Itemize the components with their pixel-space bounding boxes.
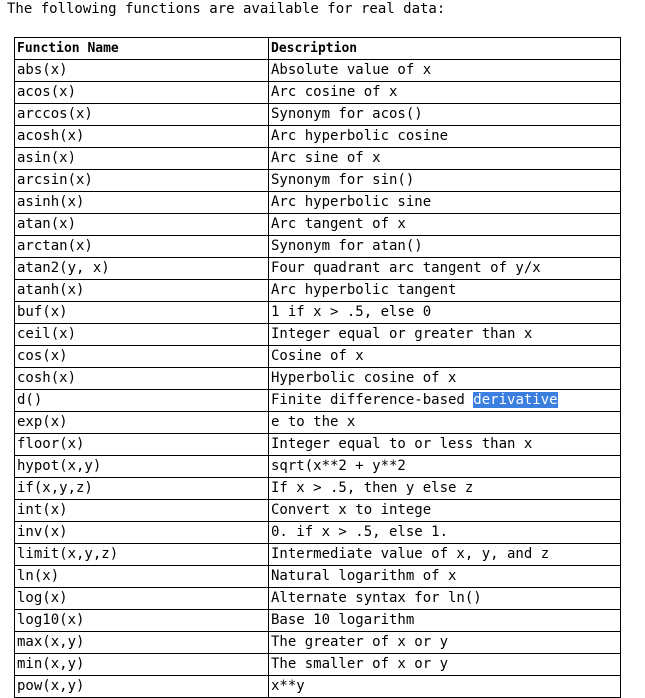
table-row	[15, 170, 621, 192]
description-cell: sqrt(x**2 + y**2	[269, 456, 621, 478]
description-cell: Arc cosine of x	[269, 82, 621, 104]
table-row	[15, 324, 621, 346]
function-name-cell: acos(x)	[15, 82, 269, 104]
table-row	[15, 588, 621, 610]
column-header-description: Description	[269, 38, 621, 60]
function-name-cell: arccos(x)	[15, 104, 269, 126]
description-cell: The greater of x or y	[269, 632, 621, 654]
function-name-cell: exp(x)	[15, 412, 269, 434]
table-row	[15, 456, 621, 478]
function-name-cell: cos(x)	[15, 346, 269, 368]
description-cell: Arc hyperbolic cosine	[269, 126, 621, 148]
description-cell: Four quadrant arc tangent of y/x	[269, 258, 621, 280]
table-row	[15, 500, 621, 522]
description-cell: Base 10 logarithm	[269, 610, 621, 632]
table-row	[15, 522, 621, 544]
description-cell: If x > .5, then y else z	[269, 478, 621, 500]
description-cell: Arc hyperbolic sine	[269, 192, 621, 214]
intro-text: The following functions are available for real data:	[7, 1, 446, 17]
table-row	[15, 280, 621, 302]
function-name-cell: pow(x,y)	[15, 676, 269, 698]
description-cell: Integer equal to or less than x	[269, 434, 621, 456]
table-row	[15, 478, 621, 500]
table-row	[15, 368, 621, 390]
description-cell: Natural logarithm of x	[269, 566, 621, 588]
table-row	[15, 610, 621, 632]
table-row	[15, 632, 621, 654]
selected-text-highlight[interactable]: derivative	[473, 392, 558, 408]
table-row	[15, 412, 621, 434]
table-row	[15, 346, 621, 368]
description-cell: Arc sine of x	[269, 148, 621, 170]
function-name-cell: min(x,y)	[15, 654, 269, 676]
function-name-cell: arctan(x)	[15, 236, 269, 258]
function-name-cell: hypot(x,y)	[15, 456, 269, 478]
function-name-cell: cosh(x)	[15, 368, 269, 390]
table-row	[15, 148, 621, 170]
description-cell: Integer equal or greater than x	[269, 324, 621, 346]
description-cell: The smaller of x or y	[269, 654, 621, 676]
table-row	[15, 60, 621, 82]
function-name-cell: atan2(y, x)	[15, 258, 269, 280]
table-row	[15, 104, 621, 126]
description-cell: Cosine of x	[269, 346, 621, 368]
description-cell: Synonym for sin()	[269, 170, 621, 192]
functions-table	[14, 37, 621, 698]
table-header-row	[15, 38, 621, 60]
description-cell: Synonym for atan()	[269, 236, 621, 258]
function-name-cell: arcsin(x)	[15, 170, 269, 192]
function-name-cell: int(x)	[15, 500, 269, 522]
function-name-cell: ln(x)	[15, 566, 269, 588]
function-name-cell: atanh(x)	[15, 280, 269, 302]
table-row	[15, 236, 621, 258]
function-name-cell: inv(x)	[15, 522, 269, 544]
function-name-cell: asinh(x)	[15, 192, 269, 214]
table-row	[15, 302, 621, 324]
table-row	[15, 192, 621, 214]
description-cell: Convert x to intege	[269, 500, 621, 522]
function-name-cell: if(x,y,z)	[15, 478, 269, 500]
description-cell: Intermediate value of x, y, and z	[269, 544, 621, 566]
description-cell	[269, 390, 621, 412]
function-name-cell: buf(x)	[15, 302, 269, 324]
description-text: Finite difference-based	[271, 392, 474, 408]
function-name-cell: log10(x)	[15, 610, 269, 632]
function-name-cell: floor(x)	[15, 434, 269, 456]
table-row	[15, 544, 621, 566]
description-cell: 0. if x > .5, else 1.	[269, 522, 621, 544]
table-row	[15, 566, 621, 588]
function-name-cell: max(x,y)	[15, 632, 269, 654]
description-cell: Absolute value of x	[269, 60, 621, 82]
column-header-function-name: Function Name	[15, 38, 269, 60]
function-name-cell: asin(x)	[15, 148, 269, 170]
description-cell: 1 if x > .5, else 0	[269, 302, 621, 324]
description-cell: e to the x	[269, 412, 621, 434]
function-name-cell: log(x)	[15, 588, 269, 610]
function-name-cell: ceil(x)	[15, 324, 269, 346]
table-row	[15, 654, 621, 676]
table-row	[15, 214, 621, 236]
description-cell: Hyperbolic cosine of x	[269, 368, 621, 390]
function-name-cell: abs(x)	[15, 60, 269, 82]
table-row	[15, 258, 621, 280]
description-cell: Alternate syntax for ln()	[269, 588, 621, 610]
description-cell: Synonym for acos()	[269, 104, 621, 126]
description-cell: Arc tangent of x	[269, 214, 621, 236]
description-cell: Arc hyperbolic tangent	[269, 280, 621, 302]
table-row	[15, 82, 621, 104]
table-row	[15, 126, 621, 148]
function-name-cell: limit(x,y,z)	[15, 544, 269, 566]
function-name-cell: d()	[15, 390, 269, 412]
table-row	[15, 390, 621, 412]
function-name-cell: acosh(x)	[15, 126, 269, 148]
table-row	[15, 434, 621, 456]
description-cell: x**y	[269, 676, 621, 698]
table-row	[15, 676, 621, 698]
function-name-cell: atan(x)	[15, 214, 269, 236]
